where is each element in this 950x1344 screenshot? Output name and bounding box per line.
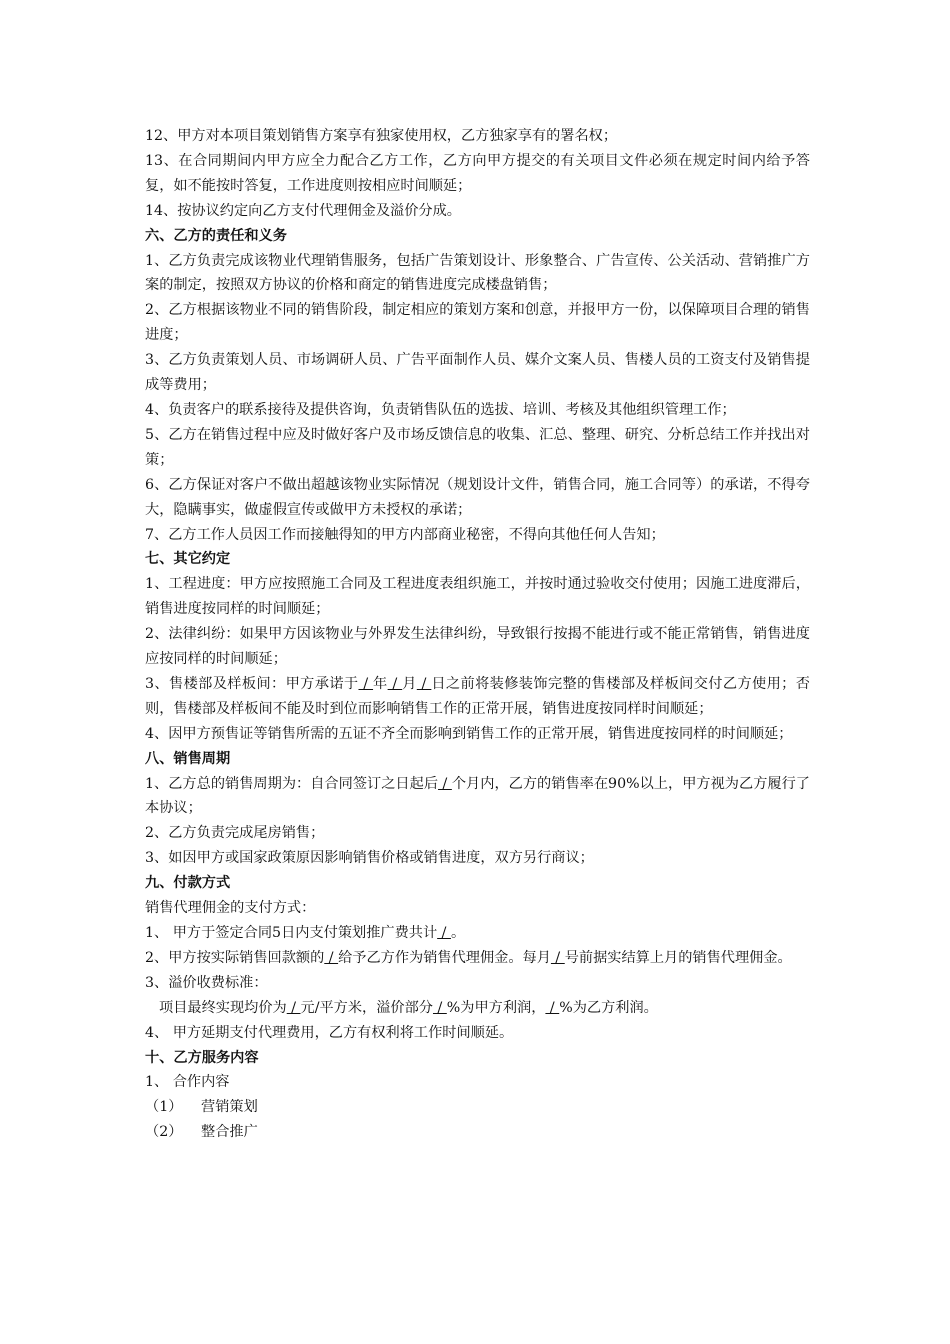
blank-day: / xyxy=(550,949,565,966)
text: 1、 甲方于签定合同5日内支付策划推广费共计 xyxy=(145,925,438,941)
text: 给予乙方作为销售代理佣金。每月 xyxy=(338,949,551,966)
text: 年 xyxy=(373,675,388,692)
section-9-item-1 xyxy=(145,921,810,946)
blank-month: / xyxy=(387,675,403,692)
blank-fee: / xyxy=(437,925,451,941)
blank-months: / xyxy=(438,775,452,792)
section-6-item-6: 6、乙方保证对客户不做出超越该物业实际情况（规划设计文件，销售合同，施工合同等）的承诺，不得夸大，隐瞒事实，做虚假宣传或做甲方未授权的承诺； xyxy=(145,476,810,518)
blank-party-b-share: / xyxy=(545,999,560,1016)
section-10-sub-2 xyxy=(145,1120,810,1145)
section-10-item-1: 1、 合作内容 xyxy=(145,1074,230,1091)
document-page xyxy=(145,124,810,1145)
section-8-item-1 xyxy=(145,772,810,822)
section-9-item-3-detail xyxy=(145,996,810,1021)
text: 元/平方米，溢价部分 xyxy=(300,999,433,1016)
section-6-heading: 六、乙方的责任和义务 xyxy=(145,227,287,244)
blank-day: / xyxy=(416,675,432,692)
section-9-item-2 xyxy=(145,946,810,971)
section-6-item-2: 2、乙方根据该物业不同的销售阶段，制定相应的策划方案和创意，并报甲方一份，以保障项目合理的销售进度； xyxy=(145,302,810,344)
text: 日之前将装修装饰完整的售楼部及样板间交付乙方使用；否则，售楼部及样板间不能及时到位而影响销售工作的正常开展，销售进度按同样时间顺延； xyxy=(145,675,810,717)
text: 号前据实结算上月的销售代理佣金。 xyxy=(564,949,792,966)
section-8-item-2: 2、乙方负责完成尾房销售； xyxy=(145,825,325,842)
clause-14: 14、按协议约定向乙方支付代理佣金及溢价分成。 xyxy=(145,202,461,219)
section-7-item-4: 4、因甲方预售证等销售所需的五证不齐全而影响到销售工作的正常开展，销售进度按同样的时间顺延； xyxy=(145,725,793,742)
section-9-intro: 销售代理佣金的支付方式： xyxy=(145,900,316,917)
sub-label: 整合推广 xyxy=(201,1124,258,1141)
blank-ratio: / xyxy=(324,949,339,966)
text: 2、甲方按实际销售回款额的 xyxy=(145,949,325,966)
section-6-item-4: 4、负责客户的联系接待及提供咨询，负责销售队伍的选拔、培训、考核及其他组织管理工作； xyxy=(145,401,736,418)
text: 月 xyxy=(402,675,417,692)
section-6-item-5: 5、乙方在销售过程中应及时做好客户及市场反馈信息的收集、汇总、整理、研究、分析总结工作并找出对策； xyxy=(145,426,810,468)
text: 个月内，乙方的销售率在90%以上，甲方视为乙方履行了本协议； xyxy=(145,775,810,817)
section-6-item-1: 1、乙方负责完成该物业代理销售服务，包括广告策划设计、形象整合、广告宣传、公关活动、营销推广方案的制定，按照双方协议的价格和商定的销售进度完成楼盘销售； xyxy=(145,252,810,294)
section-7-heading: 七、其它约定 xyxy=(145,551,231,568)
text: 。 xyxy=(450,925,466,941)
blank-year: / xyxy=(358,675,374,692)
text: 1、乙方总的销售周期为：自合同签订之日起后 xyxy=(145,775,439,792)
text: 3、售楼部及样板间：甲方承诺于 xyxy=(145,675,359,692)
text: %为乙方利润。 xyxy=(559,999,658,1016)
blank-price: / xyxy=(286,999,301,1016)
section-6-item-7: 7、乙方工作人员因工作而接触得知的甲方内部商业秘密，不得向其他任何人告知； xyxy=(145,526,665,543)
section-6-item-3: 3、乙方负责策划人员、市场调研人员、广告平面制作人员、媒介文案人员、售楼人员的工资支付及销售提成等费用； xyxy=(145,352,810,394)
section-7-item-2: 2、法律纠纷：如果甲方因该物业与外界发生法律纠纷，导致银行按揭不能进行或不能正常销售，销售进度应按同样的时间顺延； xyxy=(145,626,810,668)
section-9-item-4: 4、 甲方延期支付代理费用，乙方有权利将工作时间顺延。 xyxy=(145,1024,514,1041)
section-9-item-3: 3、溢价收费标准： xyxy=(145,974,268,991)
sub-label: 营销策划 xyxy=(201,1099,258,1116)
section-8-heading: 八、销售周期 xyxy=(145,750,231,767)
section-7-item-1: 1、工程进度：甲方应按照施工合同及工程进度表组织施工，并按时通过验收交付使用；因施工进度滞后，销售进度按同样的时间顺延； xyxy=(145,576,810,618)
clause-12: 12、甲方对本项目策划销售方案享有独家使用权，乙方独家享有的署名权； xyxy=(145,128,618,144)
sub-number: （1） xyxy=(145,1099,183,1116)
sub-number: （2） xyxy=(145,1124,183,1141)
text: 项目最终实现均价为 xyxy=(159,999,287,1016)
text: %为甲方利润， xyxy=(446,999,546,1016)
section-9-heading: 九、付款方式 xyxy=(145,875,231,892)
section-8-item-3: 3、如因甲方或国家政策原因影响销售价格或销售进度，双方另行商议； xyxy=(145,850,594,867)
blank-party-a-share: / xyxy=(432,999,447,1016)
clause-13: 13、在合同期间内甲方应全力配合乙方工作，乙方向甲方提交的有关项目文件必须在规定时间内给予答复，如不能按时答复，工作进度则按相应时间顺延； xyxy=(145,152,810,194)
section-10-heading: 十、乙方服务内容 xyxy=(145,1049,259,1066)
section-7-item-3 xyxy=(145,672,810,722)
section-10-sub-1 xyxy=(145,1095,810,1120)
